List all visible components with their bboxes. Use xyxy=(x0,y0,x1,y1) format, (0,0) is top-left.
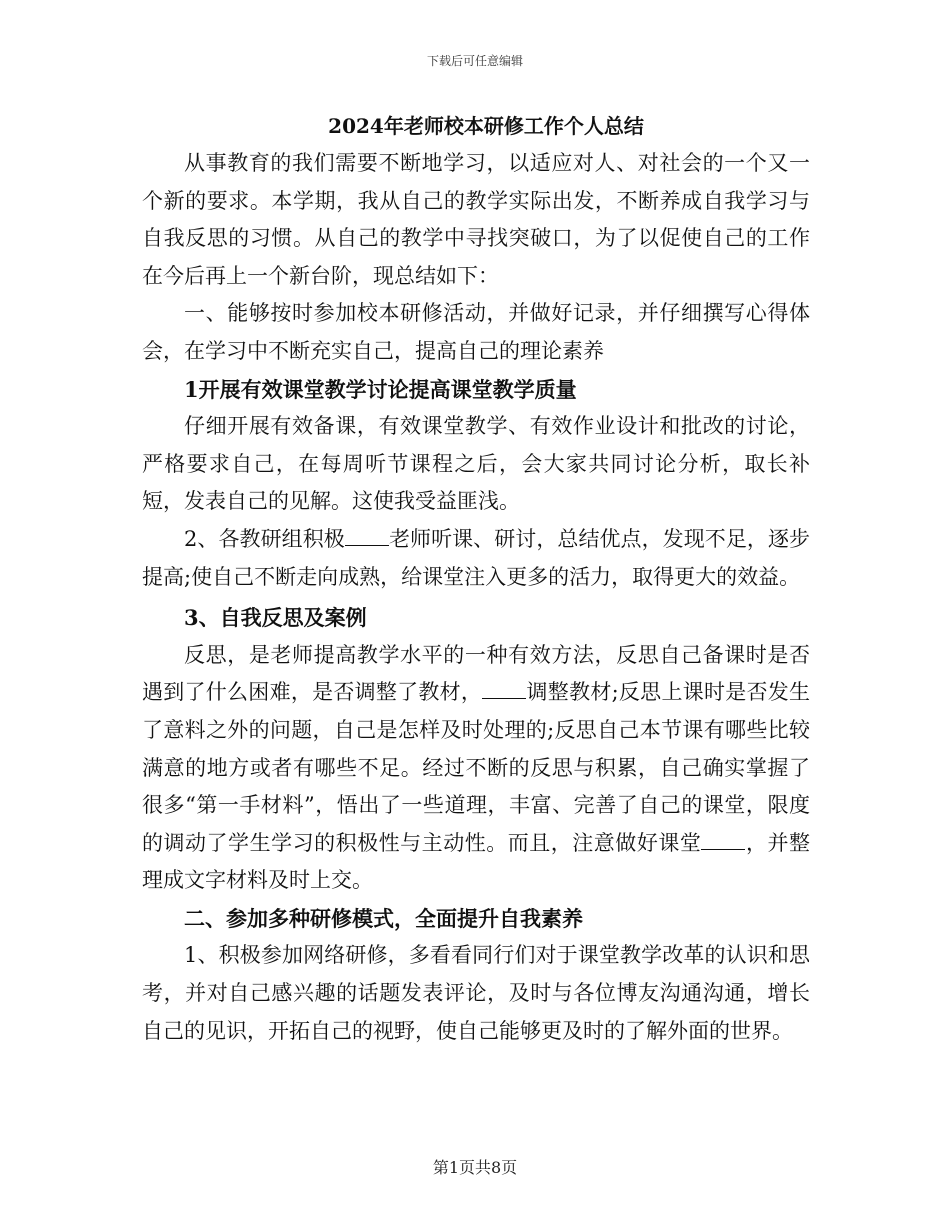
heading-self-reflection: 3、自我反思及案例 xyxy=(184,605,367,631)
text-segment: 老师听课、研讨，总结优点，发现不足，逐步提高;使自己不断走向成熟，给课堂注入更多的活力，取得更大的效益。 xyxy=(142,526,810,589)
fill-blank xyxy=(701,828,745,850)
fill-blank xyxy=(482,677,526,699)
document-title: 2024年老师校本研修工作个人总结 xyxy=(328,114,644,138)
paragraph-section-one: 一、能够按时参加校本研修活动，并做好记录，并仔细撰写心得体会，在学习中不断充实自己，提高自己的理论素养 xyxy=(142,301,810,363)
document-body xyxy=(142,112,810,1050)
paragraph-effective-teaching: 仔细开展有效备课，有效课堂教学、有效作业设计和批改的讨论，严格要求自己，在每周听节课程之后，会大家共同讨论分析，取长补短，发表自己的见解。这使我受益匪浅。 xyxy=(142,414,810,514)
paragraph-research-groups xyxy=(142,521,810,596)
heading-research-modes: 二、参加多种研修模式，全面提升自我素养 xyxy=(184,905,583,931)
text-segment: 2、各教研组积极 xyxy=(184,526,345,551)
text-segment: ，并整理成文字材料及时上交。 xyxy=(142,830,811,893)
page-number: 第1页共8页 xyxy=(432,1158,518,1177)
fill-blank xyxy=(345,524,389,546)
text-segment: 反思，是老师提高教学水平的一种有效方法，反思自己备课时是否遇到了什么困难，是否调整了教材， xyxy=(142,642,810,705)
paragraph-self-reflection xyxy=(142,637,810,900)
paragraph-online-research: 1、积极参加网络研修，多看看同行们对于课堂教学改革的认识和思考，并对自己感兴趣的话题发表评论，及时与各位博友沟通沟通，增长自己的见识，开拓自己的视野，使自己能够更及时的了解外面的世界。 xyxy=(142,943,810,1043)
paragraph-intro: 从事教育的我们需要不断地学习，以适应对人、对社会的一个又一个新的要求。本学期，我从自己的教学实际出发，不断养成自我学习与自我反思的习惯。从自己的教学中寻找突破口，为了以促使自己的工作在今后再上一个新台阶，现总结如下： xyxy=(142,151,810,288)
page-header-note: 下载后可任意编辑 xyxy=(426,54,523,68)
heading-effective-teaching: 1开展有效课堂教学讨论提高课堂教学质量 xyxy=(184,376,577,402)
text-segment: 调整教材;反思上课时是否发生了意料之外的问题，自己是怎样及时处理的;反思自己本节课有哪些比较满意的地方或者有哪些不足。经过不断的反思与积累，自己确实掌握了很多“第一手材料”，悟出了一些道理，丰富、完善了自己的课堂，限度的调动了学生学习的积极性与主动性。而且，注意做好课堂 xyxy=(142,680,811,855)
